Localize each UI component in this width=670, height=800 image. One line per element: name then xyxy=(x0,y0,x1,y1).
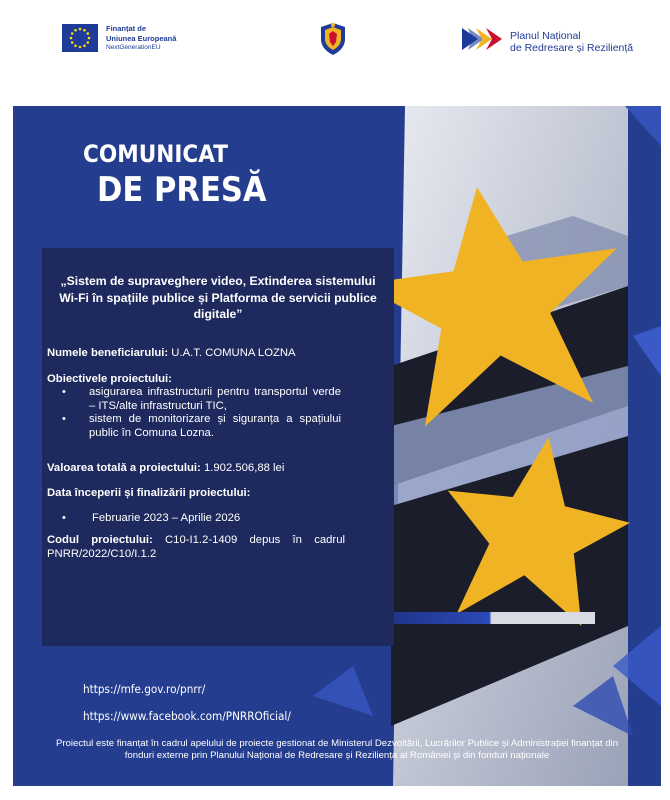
blue-triangle-top xyxy=(625,106,661,146)
beneficiary-value: U.A.T. COMUNA LOZNA xyxy=(168,347,296,359)
pnrr-logo xyxy=(462,26,633,57)
objectives-list xyxy=(42,386,382,440)
objectives-label: Obiectivele proiectului: xyxy=(47,373,172,385)
project-code-label: Codul proiectului: xyxy=(47,534,153,546)
blue-triangle-right xyxy=(633,326,661,376)
romanian-government-crest-icon xyxy=(318,22,348,56)
objectives-label-row xyxy=(47,373,367,387)
title-line1: COMUNICAT xyxy=(83,140,228,168)
total-value-row xyxy=(47,462,367,476)
dates-item: • Februarie 2023 – Aprilie 2026 xyxy=(42,512,344,526)
total-value-label: Valoarea totală a proiectului: xyxy=(47,462,201,474)
blue-triangle-center xyxy=(313,666,373,716)
project-title: „Sistem de supraveghere video, Extinderea sistemului Wi-Fi în spațiile publice și Platforma de servicii publice digitale” xyxy=(59,274,377,321)
total-value: 1.902.506,88 lei xyxy=(200,462,285,474)
eu-line2: Uniunea Europeană xyxy=(106,33,177,43)
eu-line1: Finanțat de xyxy=(106,24,147,33)
pnrr-flag-icon xyxy=(462,26,504,57)
eu-funding-logo xyxy=(62,24,176,53)
project-code-row xyxy=(47,534,345,561)
beneficiary-label: Numele beneficiarului: xyxy=(47,347,169,359)
title-line2: DE PRESĂ xyxy=(97,170,267,210)
project-code-value: C10-I1.2-1409 depus în cadrul PNRR/2022/C10/I.1.2 xyxy=(47,534,345,560)
eu-line3: NextGenerationEU xyxy=(106,44,161,51)
press-release-poster xyxy=(13,106,661,786)
beneficiary-row xyxy=(47,347,367,361)
project-info-panel xyxy=(42,248,394,646)
pnrr-logo-text xyxy=(510,30,633,54)
dates-list xyxy=(42,512,382,526)
facebook-link[interactable]: https://www.facebook.com/PNRROficial/ xyxy=(83,709,291,723)
eu-logo-text xyxy=(106,24,176,53)
logo-header xyxy=(0,0,670,100)
dates-label-row xyxy=(47,487,367,501)
funding-footer-text: Proiectul este finanțat în cadrul apelului de proiecte gestionat de Ministerul Dezvoltării, Lucrărilor Publice și Administrației finanțat din fonduri externe prin Planului Național de Redresare și Reziliența al României și din fonduri naționale xyxy=(55,738,619,761)
pnrr-line2: de Redresare și Reziliență xyxy=(510,41,634,54)
objective-item: • sistem de monitorizare și siguranța a spațiului public în Comuna Lozna. xyxy=(42,413,341,440)
dates-label: Data începerii și finalizării proiectului: xyxy=(47,487,251,499)
objective-item: • asigurarea infrastructurii pentru transportul verde – ITS/alte infrastructuri TIC, xyxy=(42,386,341,413)
eu-flag-icon xyxy=(62,24,98,52)
mfe-link[interactable]: https://mfe.gov.ro/pnrr/ xyxy=(83,682,206,696)
pnrr-line1: Planul Național xyxy=(510,29,581,42)
accent-bar xyxy=(360,612,595,624)
